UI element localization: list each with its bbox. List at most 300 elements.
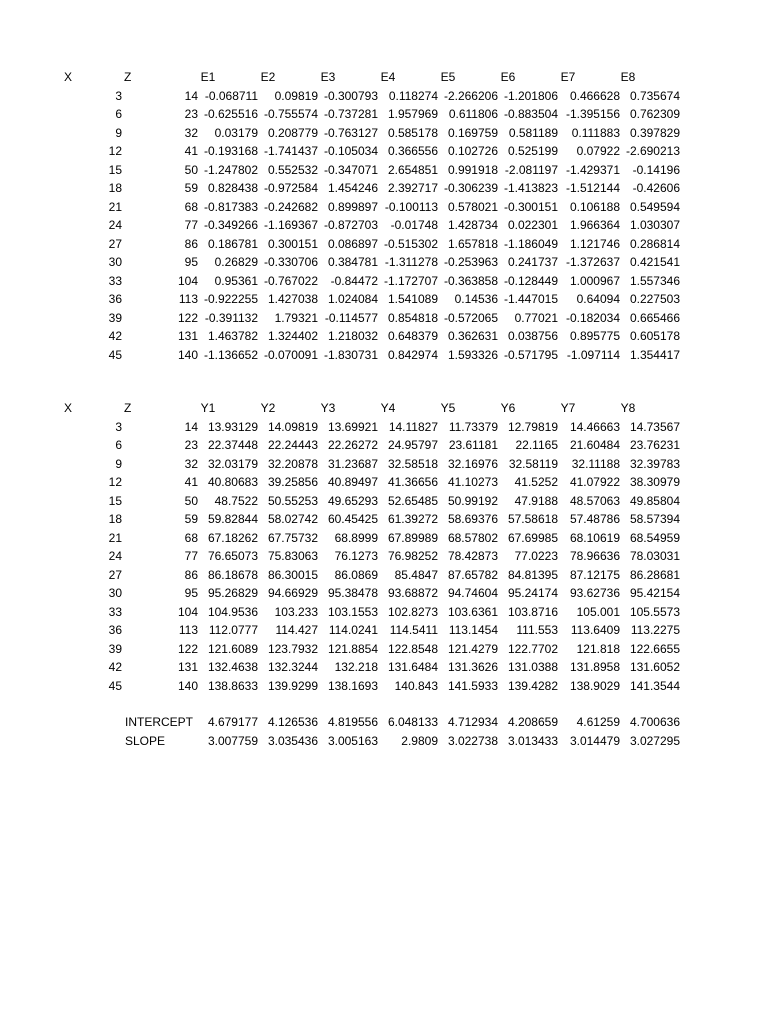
table-row [0,105,768,124]
cell-y2: 75.83063 [267,549,318,563]
cell-z: 140 [177,678,198,693]
cell-x: 27 [108,567,122,582]
cell-y8: 95.42154 [629,586,680,600]
cell-e5: 0.102726 [447,144,498,158]
cell-z: 23 [184,107,198,121]
cell-z: 86 [184,236,198,251]
cell-e6: 0.241737 [507,255,558,269]
cell-z: 77 [184,218,198,232]
table-row [0,566,768,585]
cell-x: 36 [108,292,122,306]
cell-e3: -0.114577 [324,310,378,325]
cell-x: 21 [108,199,122,214]
cell-e6: 0.022301 [507,218,558,232]
cell-y2: 67.75732 [267,530,318,545]
cell-y8: 141.3544 [629,678,680,693]
cell-z: 140 [177,347,198,362]
cell-e6: 0.77021 [514,310,558,325]
cell-e3: -0.300793 [323,88,378,103]
cell-e8: 0.397829 [629,125,680,140]
cell-z: 95 [184,586,198,600]
cell-e4: 0.118274 [388,88,438,103]
cell-y4: 114.5411 [389,623,438,637]
summary-value: 3.013433 [507,733,558,748]
cell-y1: 32.03179 [207,456,258,471]
column-header-e5: E5 [440,70,456,84]
cell-e1: 0.95361 [214,273,258,288]
column-header-x: X [64,70,73,84]
cell-e1: 0.186781 [207,236,258,251]
cell-e5: -0.363858 [443,273,498,288]
column-header-e8: E8 [620,70,636,84]
cell-x: 33 [108,273,122,288]
cell-e4: 0.842974 [387,347,438,362]
cell-y2: 14.09819 [267,419,318,434]
cell-y5: 121.4279 [447,641,498,656]
cell-y1: 76.65073 [207,549,258,563]
cell-e4: -1.172707 [383,273,438,288]
cell-y6: 47.9188 [514,493,558,508]
table-row [0,179,768,198]
cell-y8: 86.28681 [629,567,680,582]
cell-e6: -1.413823 [503,181,558,195]
column-header-y1: Y1 [200,401,216,415]
cell-e8: 0.549594 [629,199,680,214]
cell-y6: 139.4282 [507,678,558,693]
cell-e7: -1.395156 [565,107,620,121]
cell-e1: 0.03179 [214,125,258,140]
cell-x: 45 [108,347,122,362]
cell-y6: 111.553 [516,623,558,637]
cell-y4: 131.6484 [387,660,438,674]
cell-y2: 50.55253 [267,493,318,508]
table-row [0,290,768,309]
cell-y4: 85.4847 [394,567,438,582]
cell-x: 12 [108,144,122,158]
cell-e7: 0.64094 [576,292,620,306]
cell-e6: -2.081197 [504,162,558,177]
cell-y2: 32.20878 [267,456,318,471]
cell-e6: -0.128449 [503,273,558,288]
cell-e8: 0.286814 [629,236,680,251]
column-header-y4: Y4 [380,401,396,415]
cell-e5: -0.572065 [443,310,498,325]
cell-y5: 41.10273 [447,475,498,489]
column-header-y3: Y3 [320,401,336,415]
cell-e3: 0.384781 [327,255,378,269]
table-row [0,658,768,677]
cell-e2: -0.767022 [263,273,318,288]
cell-e3: -0.105034 [323,144,378,158]
cell-z: 14 [184,419,198,434]
cell-e7: 1.966364 [569,218,620,232]
cell-x: 39 [108,641,122,656]
cell-y7: 57.48786 [569,512,620,526]
cell-e1: 0.26829 [214,255,258,269]
cell-y5: 113.1454 [448,623,498,637]
table-row [0,235,768,254]
cell-y1: 121.6089 [207,641,258,656]
cell-e5: -2.266206 [443,88,498,103]
cell-y1: 104.9536 [207,604,258,619]
cell-y8: 105.5573 [629,604,680,619]
cell-e3: -0.872703 [323,218,378,232]
cell-x: 15 [108,493,122,508]
cell-z: 59 [184,181,198,195]
cell-y7: 105.001 [576,604,620,619]
cell-y5: 23.61181 [448,438,498,452]
cell-e2: 0.300151 [267,236,318,251]
cell-e2: 1.79321 [274,310,318,325]
cell-e4: 0.585178 [387,125,438,140]
cell-e2: 0.09819 [274,88,318,103]
cell-y3: 76.1273 [334,549,378,563]
cell-e1: -0.193168 [203,144,258,158]
cell-e3: -0.347071 [323,162,378,177]
cell-x: 9 [115,456,122,471]
cell-x: 3 [115,419,122,434]
cell-y7: 14.46663 [569,419,620,434]
column-header-e2: E2 [260,70,276,84]
summary-value: 3.005163 [327,733,378,748]
column-header-y6: Y6 [500,401,516,415]
cell-y7: 78.96636 [569,549,620,563]
table-row [0,492,768,511]
cell-e4: 2.654851 [387,162,438,177]
table-row [0,547,768,566]
cell-e7: -1.429371 [565,162,620,177]
cell-x: 6 [115,438,122,452]
cell-y4: 140.843 [394,678,438,693]
cell-y1: 86.18678 [207,567,258,582]
cell-e7: 0.106188 [569,199,620,214]
cell-e1: -0.068711 [204,88,258,103]
cell-y8: 49.85804 [629,493,680,508]
cell-e5: 0.991918 [447,162,498,177]
cell-z: 32 [184,125,198,140]
cell-e6: -1.201806 [503,88,558,103]
cell-y4: 32.58518 [387,456,438,471]
summary-value: 3.014479 [569,733,620,748]
cell-y1: 40.80683 [207,475,258,489]
table-row [0,87,768,106]
cell-e3: -1.830731 [323,347,378,362]
cell-y3: 103.1553 [327,604,378,619]
column-header-e6: E6 [500,70,516,84]
cell-y3: 132.218 [334,660,378,674]
cell-y7: 68.10619 [569,530,620,545]
cell-z: 113 [178,623,198,637]
cell-e7: 0.07922 [576,144,620,158]
cell-y2: 58.02742 [267,512,318,526]
cell-z: 131 [177,660,198,674]
cell-e3: 1.024084 [327,292,378,306]
cell-e8: 1.557346 [629,273,680,288]
cell-y7: 138.9029 [569,678,620,693]
cell-y3: 40.89497 [327,475,378,489]
cell-y1: 95.26829 [207,586,258,600]
cell-e8: 0.605178 [629,329,680,343]
column-header-e4: E4 [380,70,396,84]
cell-e7: 1.121746 [569,236,620,251]
cell-e2: -0.755574 [263,107,318,121]
cell-e1: -1.136652 [203,347,258,362]
cell-e6: 0.525199 [507,144,558,158]
cell-e3: 1.218032 [327,329,378,343]
summary-value: 4.61259 [576,715,620,729]
cell-x: 42 [108,329,122,343]
cell-e5: -0.253963 [443,255,498,269]
cell-e8: -2.690213 [625,144,680,158]
cell-y4: 14.11827 [388,419,438,434]
cell-y6: 57.58618 [507,512,558,526]
cell-y4: 41.36656 [387,475,438,489]
cell-x: 30 [108,255,122,269]
cell-y2: 39.25856 [267,475,318,489]
cell-y3: 138.1693 [327,678,378,693]
cell-y7: 48.57063 [569,493,620,508]
summary-value: 4.126536 [267,715,318,729]
summary-value: 4.208659 [507,715,558,729]
cell-e6: -0.300151 [503,199,558,214]
cell-y2: 94.66929 [267,586,318,600]
cell-y8: 14.73567 [629,419,680,434]
cell-z: 59 [184,512,198,526]
column-header-e1: E1 [200,70,216,84]
cell-e2: -0.972584 [263,181,318,195]
summary-value: 4.712934 [447,715,498,729]
cell-y3: 31.23687 [327,456,378,471]
cell-e8: -0.14196 [632,162,680,177]
column-header-z: Z [124,70,132,84]
cell-y6: 12.79819 [507,419,558,434]
cell-y6: 95.24174 [507,586,558,600]
cell-y8: 122.6655 [629,641,680,656]
cell-e5: 0.14536 [454,292,498,306]
cell-x: 6 [115,107,122,121]
cell-e3: 0.899897 [327,199,378,214]
cell-z: 32 [184,456,198,471]
cell-y4: 102.8273 [387,604,438,619]
table-row [0,640,768,659]
summary-value: 2.9809 [401,733,438,748]
cell-z: 41 [184,475,198,489]
cell-y6: 41.5252 [514,475,558,489]
column-header-e7: E7 [560,70,576,84]
cell-e2: 0.208779 [267,125,318,140]
cell-e7: 0.466628 [569,88,620,103]
cell-y5: 131.3626 [447,660,498,674]
cell-e3: 0.086897 [327,236,378,251]
table-row [0,473,768,492]
cell-z: 14 [184,88,198,103]
cell-y7: 32.11188 [571,456,620,471]
cell-e2: -0.242682 [263,199,318,214]
cell-x: 21 [108,530,122,545]
cell-x: 15 [108,162,122,177]
cell-e4: -0.515302 [383,236,438,251]
cell-z: 86 [184,567,198,582]
cell-e3: -0.763127 [323,125,378,140]
cell-y2: 103.233 [274,604,318,619]
cell-y5: 78.42873 [447,549,498,563]
column-header-z: Z [124,401,132,415]
cell-y4: 93.68872 [387,586,438,600]
cell-e4: 0.366556 [387,144,438,158]
cell-e4: -0.100113 [384,199,438,214]
cell-y6: 131.0388 [507,660,558,674]
cell-e5: 0.611806 [448,107,498,121]
header-row [0,399,768,418]
summary-label: SLOPE [125,733,166,748]
cell-y4: 76.98252 [387,549,438,563]
cell-z: 122 [177,641,198,656]
cell-y8: 23.76231 [629,438,680,452]
table-row [0,584,768,603]
cell-x: 9 [115,125,122,140]
header-row [0,68,768,87]
cell-y7: 41.07922 [569,475,620,489]
cell-e1: 1.463782 [207,329,258,343]
cell-y3: 95.38478 [327,586,378,600]
cell-y8: 58.57394 [629,512,680,526]
cell-y5: 68.57802 [447,530,498,545]
cell-x: 12 [108,475,122,489]
cell-y7: 113.6409 [570,623,620,637]
cell-x: 24 [108,218,122,232]
cell-e2: 1.427038 [267,292,318,306]
cell-e1: -0.349266 [203,218,258,232]
cell-e7: 0.895775 [569,329,620,343]
cell-y4: 67.89989 [387,530,438,545]
table-row [0,677,768,696]
cell-y5: 87.65782 [447,567,498,582]
cell-e7: 1.000967 [569,273,620,288]
y-values-table [0,399,768,695]
table-row [0,124,768,143]
cell-y7: 93.62736 [569,586,620,600]
cell-y1: 13.93129 [207,419,258,434]
cell-e5: 1.657818 [447,236,498,251]
summary-value: 4.819556 [327,715,378,729]
cell-x: 30 [108,586,122,600]
table-row [0,198,768,217]
cell-y5: 94.74604 [447,586,498,600]
cell-x: 27 [108,236,122,251]
cell-e1: -1.247802 [203,162,258,177]
table-row [0,436,768,455]
cell-y7: 21.60484 [569,438,620,452]
table-row [0,603,768,622]
cell-y5: 50.99192 [447,493,498,508]
cell-e2: -1.169367 [263,218,318,232]
cell-y8: 68.54959 [629,530,680,545]
cell-y3: 22.26272 [327,438,378,452]
cell-x: 3 [115,88,122,103]
cell-x: 45 [108,678,122,693]
cell-y1: 48.7522 [214,493,258,508]
cell-e4: 0.648379 [387,329,438,343]
cell-z: 104 [177,273,198,288]
cell-y5: 58.69376 [447,512,498,526]
cell-e7: -1.097114 [566,347,620,362]
cell-x: 42 [108,660,122,674]
cell-y2: 123.7932 [267,641,318,656]
cell-e6: -1.447015 [503,292,558,306]
table-row [0,418,768,437]
cell-e4: -1.311278 [384,255,438,269]
column-header-y5: Y5 [440,401,456,415]
cell-y6: 32.58119 [508,456,558,471]
cell-z: 50 [184,162,198,177]
cell-y1: 67.18262 [207,530,258,545]
cell-z: 50 [184,493,198,508]
cell-e4: 0.854818 [387,310,438,325]
summary-value: 4.679177 [207,715,258,729]
table-row [0,216,768,235]
summary-row [0,713,768,732]
cell-e7: -1.372637 [565,255,620,269]
column-header-y7: Y7 [560,401,576,415]
cell-y4: 52.65485 [387,493,438,508]
cell-e1: -0.391132 [204,310,258,325]
cell-y6: 77.0223 [514,549,558,563]
cell-y3: 60.45425 [327,512,378,526]
cell-e1: -0.922255 [203,292,258,306]
cell-y6: 67.69985 [507,530,558,545]
cell-y5: 11.73379 [448,419,498,434]
table-row [0,529,768,548]
cell-y6: 84.81395 [507,567,558,582]
cell-y4: 61.39272 [387,512,438,526]
cell-e2: 0.552532 [267,162,318,177]
summary-value: 3.007759 [207,733,258,748]
table-row [0,455,768,474]
cell-e1: -0.625516 [203,107,258,121]
cell-e8: 0.735674 [629,88,680,103]
table-row [0,309,768,328]
cell-y7: 87.12175 [569,567,620,582]
cell-y3: 86.0869 [334,567,378,582]
cell-y1: 138.8633 [207,678,258,693]
cell-z: 68 [184,530,198,545]
cell-x: 39 [108,310,122,325]
cell-e2: 1.324402 [267,329,318,343]
cell-e2: -0.330706 [263,255,318,269]
cell-z: 95 [184,255,198,269]
cell-y1: 112.0777 [208,623,258,637]
cell-e8: 0.762309 [629,107,680,121]
cell-x: 24 [108,549,122,563]
cell-y5: 32.16976 [447,456,498,471]
cell-z: 77 [184,549,198,563]
cell-x: 18 [108,181,122,195]
cell-y4: 24.95797 [387,438,438,452]
column-header-x: X [64,401,73,415]
summary-row [0,732,768,751]
cell-e6: 0.581189 [508,125,558,140]
cell-e5: 0.362631 [447,329,498,343]
table-row [0,142,768,161]
cell-y8: 38.30979 [629,475,680,489]
cell-z: 104 [177,604,198,619]
cell-e3: 1.454246 [327,181,378,195]
cell-z: 41 [184,144,198,158]
cell-z: 113 [178,292,198,306]
cell-y8: 131.6052 [629,660,680,674]
cell-e5: 1.593326 [447,347,498,362]
cell-e6: -0.571795 [503,347,558,362]
